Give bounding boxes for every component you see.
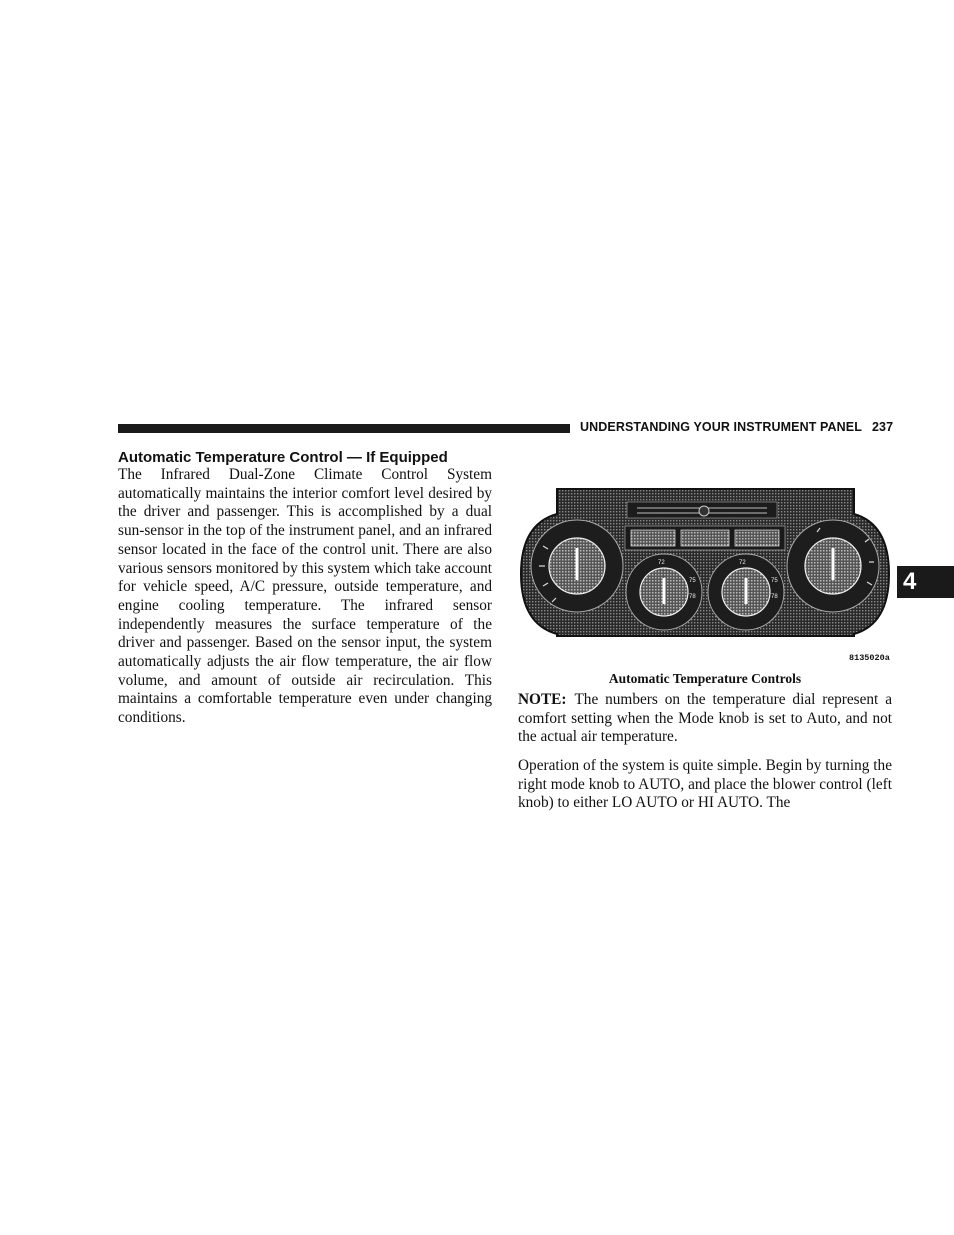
page-number: 237 — [871, 420, 894, 434]
driver-dial-78: 78 — [689, 594, 696, 600]
figure-caption: Automatic Temperature Controls — [608, 671, 802, 686]
section-body: The Infrared Dual-Zone Climate Control System automatically maintains the interior comfort level desired by the driver and passenger. This is accomplished by a dual sun-sensor in the top of the instrument panel, and an infrared sensor located in the face of the control unit. There are also various sensors monitored by this system which take account for vehicle speed, A/C pressure, outside temperature, and engine cooling temperature. The infrared sensor independently measures the surface temperature of the driver and passenger. Based on the sensor input, the system automatically adjusts the air flow temperature, the air flow volume, and amount of outside air recirculation. This maintains a comfortable temperature even under changing conditions. — [118, 466, 492, 727]
driver-dial-72: 72 — [658, 560, 665, 566]
passenger-dial-78: 78 — [771, 594, 778, 600]
note — [518, 691, 892, 747]
recirculation-button — [681, 530, 729, 546]
running-head-title: UNDERSTANDING YOUR INSTRUMENT PANEL — [580, 420, 862, 434]
climate-control-figure — [517, 484, 893, 666]
driver-dial-75: 75 — [689, 578, 696, 584]
figure-code: 8135020a — [849, 653, 890, 663]
chapter-tab: 4 — [897, 566, 954, 598]
note-text: The numbers on the temperature dial represent a comfort setting when the Mode knob is set to Auto, and not the actual air temperature. — [518, 691, 892, 746]
rear-defrost-button — [631, 530, 675, 546]
note-label: NOTE: — [518, 691, 567, 708]
section-heading: Automatic Temperature Control — If Equipped — [118, 449, 448, 466]
front-defrost-button — [735, 530, 779, 546]
passenger-dial-72: 72 — [739, 560, 746, 566]
sensor-icon — [699, 506, 709, 516]
header-rule — [118, 424, 570, 433]
operation-paragraph: Operation of the system is quite simple. Begin by turning the right mode knob to AUTO, and place the blower control (left knob) to either LO AUTO or HI AUTO. The — [518, 757, 892, 812]
running-head — [580, 420, 892, 434]
passenger-dial-75: 75 — [771, 578, 778, 584]
